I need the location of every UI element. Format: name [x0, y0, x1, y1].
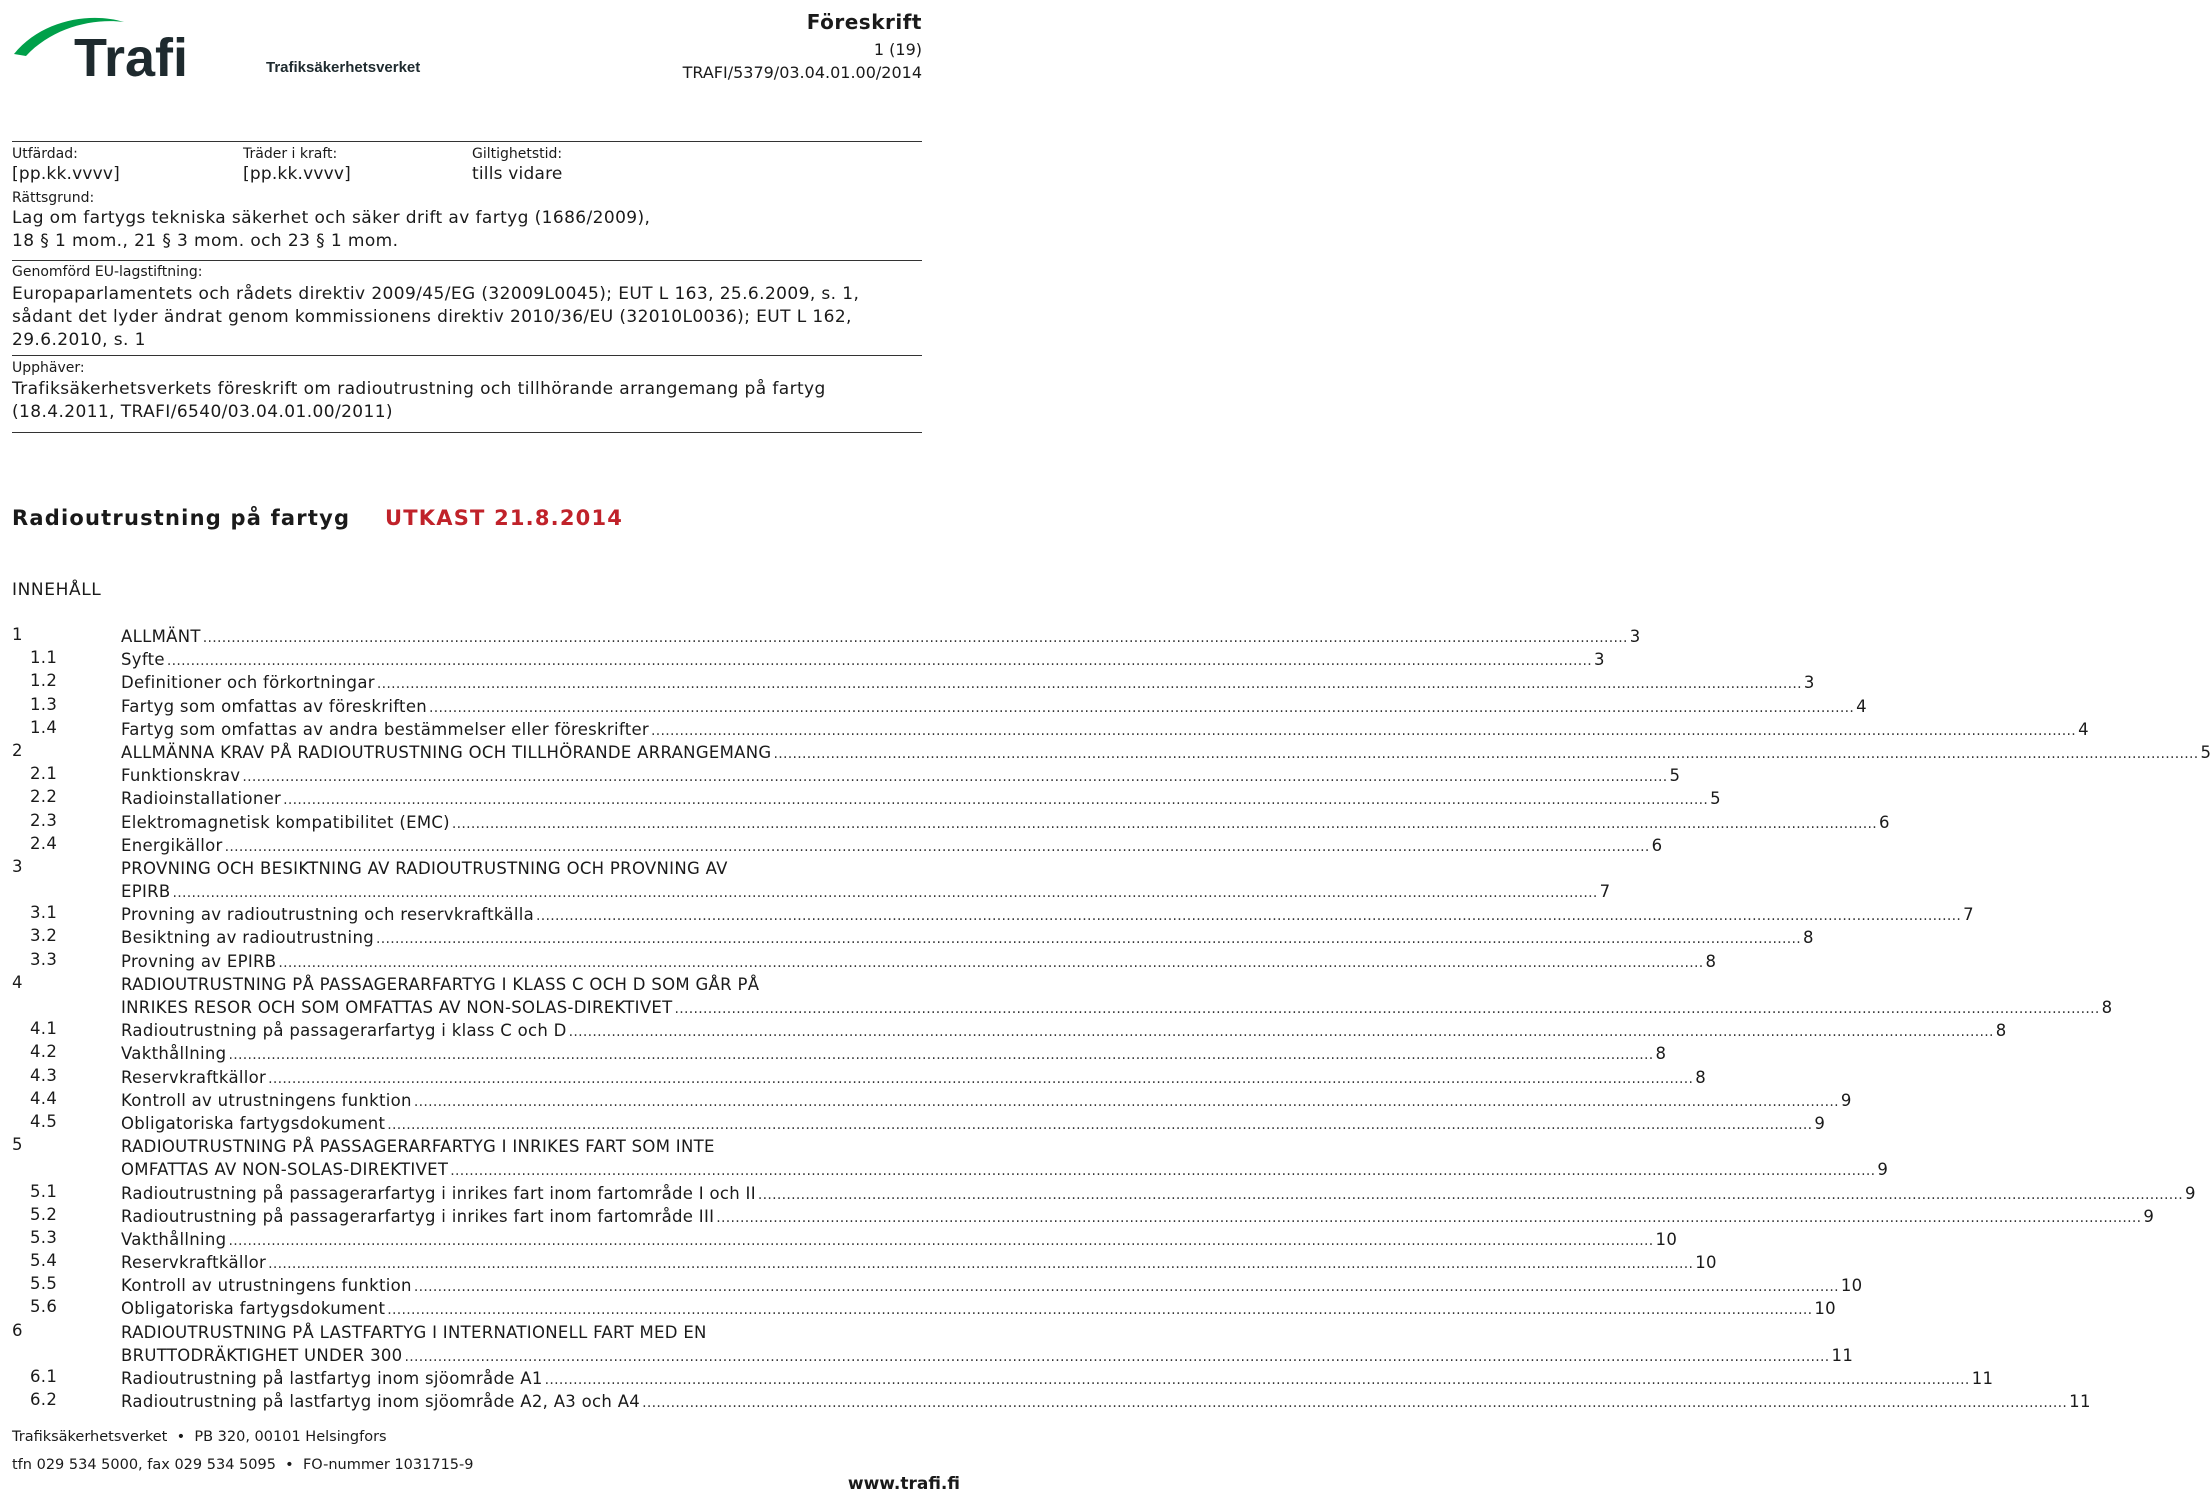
toc-entry-page: 5 [2200, 742, 2211, 762]
toc-entry-number: 5.4 [30, 1251, 58, 1271]
toc-entry-page: 3 [1803, 673, 1815, 693]
logo-subtext: Trafiksäkerhetsverket [266, 59, 421, 76]
toc-entry-text [121, 1066, 1707, 1091]
toc-leader-dots: ............................................................................................................................................................................................................................................................................................................ [202, 630, 1628, 646]
toc-leader-dots: ............................................................................................................................................................................................................................................................................................................ [376, 676, 1802, 693]
toc-leader-dots: ............................................................................................................................................................................................................................................................................................................ [568, 1024, 1994, 1041]
toc-entry-text [121, 973, 2113, 1021]
effective-label: Träder i kraft: [243, 146, 338, 162]
toc-entry-text [121, 1042, 1667, 1067]
toc-entry-text [121, 671, 1815, 696]
repeals-text: Trafiksäkerhetsverkets föreskrift om radioutrustning och tillhörande arrangemang på fartyg (18.4.2011, TRAFI/6540/03.04.01.00/2011) [12, 379, 826, 422]
toc-entry-title-line: PROVNING OCH BESIKTNING AV RADIOUTRUSTNING OCH PROVNING AV [121, 858, 728, 878]
toc-entry[interactable] [0, 1065, 1707, 1089]
draft-stamp: UTKAST 21.8.2014 [385, 506, 624, 530]
toc-entry-number: 5.5 [30, 1274, 58, 1294]
toc-entry-page: 10 [1655, 1229, 1678, 1249]
toc-entry-title: ALLMÄNT [121, 627, 201, 646]
toc-entry-title: Obligatoriska fartygsdokument [121, 1113, 386, 1133]
toc-entry-number: 4.4 [30, 1088, 58, 1108]
toc-entry-page: 9 [1877, 1160, 1889, 1180]
toc-entry-number: 1.2 [30, 671, 58, 691]
toc-leader-dots: ............................................................................................................................................................................................................................................................................................................ [268, 1070, 1694, 1087]
toc-entry-page: 8 [1695, 1067, 1707, 1087]
toc-entry[interactable] [0, 671, 1815, 694]
toc-entry-text [121, 1390, 2091, 1415]
toc-entry-text [121, 787, 1721, 812]
footer-address [12, 1429, 387, 1445]
toc-entry-page: 5 [1710, 789, 1721, 809]
toc-entry-page: 8 [1705, 951, 1717, 971]
toc-entry[interactable] [0, 903, 1974, 926]
document-reference: TRAFI/5379/03.04.01.00/2014 [682, 63, 922, 82]
toc-entry-title: Kontroll av utrustningens funktion [121, 1090, 412, 1110]
toc-entry-number: 1.1 [30, 648, 58, 668]
divider [12, 260, 922, 261]
footer-business-id: FO-nummer 1031715-9 [302, 1457, 474, 1473]
toc-entry[interactable] [0, 648, 1605, 671]
toc-entry-text [121, 1274, 1863, 1299]
toc-entry-number: 3 [12, 856, 23, 876]
toc-entry-page: 8 [1995, 1021, 2007, 1041]
toc-entry-page: 3 [1593, 650, 1605, 670]
toc-entry-text [121, 695, 1867, 720]
toc-entry-text [121, 1297, 1836, 1322]
toc-entry-title: Funktionskrav [121, 766, 241, 786]
toc-entry-number: 5.1 [30, 1181, 58, 1201]
toc-entry-page: 11 [2069, 1392, 2091, 1412]
toc-entry[interactable] [0, 856, 1611, 903]
toc-entry-title: Definitioner och förkortningar [121, 673, 375, 693]
legal-basis-line: Lag om fartygs tekniska säkerhet och säker drift av fartyg (1686/2009), [12, 208, 651, 228]
toc-leader-dots: ............................................................................................................................................................................................................................................................................................................ [375, 931, 1802, 948]
trafi-logo-mark [12, 14, 442, 86]
toc-entry-title: Kontroll av utrustningens funktion [121, 1276, 412, 1296]
toc-leader-dots: ............................................................................................................................................................................................................................................................................................................ [450, 1163, 1876, 1180]
toc-entry[interactable] [0, 972, 2113, 1019]
issued-label: Utfärdad: [12, 146, 78, 162]
validity-label: Giltighetstid: [472, 146, 563, 162]
toc-entry-title: Vakthållning [121, 1044, 227, 1064]
toc-entry-page: 8 [1803, 928, 1814, 948]
toc-entry-text [121, 834, 1663, 859]
toc-entry-title: Radioutrustning på lastfartyg inom sjöområde A2, A3 och A4 [121, 1392, 641, 1412]
toc-leader-dots: ............................................................................................................................................................................................................................................................................................................ [536, 908, 1962, 925]
toc-entry-number: 1.4 [30, 717, 58, 737]
toc-entry-text [121, 1019, 2007, 1044]
toc-entry-title: Radioinstallationer [121, 789, 282, 809]
toc-entry-title: Energikällor [121, 835, 223, 855]
toc-leader-dots: ............................................................................................................................................................................................................................................................................................................ [773, 745, 2199, 762]
toc-entry-number: 3.2 [30, 926, 58, 946]
toc-entry-page: 4 [1856, 696, 1867, 716]
toc-leader-dots: ............................................................................................................................................................................................................................................................................................................ [228, 1232, 1654, 1249]
toc-leader-dots: ............................................................................................................................................................................................................................................................................................................ [283, 792, 1709, 809]
bullet-separator: • [171, 1429, 190, 1445]
toc-entry-title: Radioutrustning på passagerarfartyg i inrikes fart inom fartområde III [121, 1206, 715, 1226]
toc-entry[interactable] [0, 764, 1681, 787]
toc-entry-number: 2 [12, 740, 23, 760]
toc-entry-page: 10 [1840, 1276, 1863, 1296]
repeals-label: Upphäver: [12, 360, 85, 376]
footer-website-link[interactable]: www.trafi.fi [847, 1474, 960, 1494]
toc-entry[interactable] [0, 740, 2211, 764]
toc-leader-dots: ............................................................................................................................................................................................................................................................................................................ [278, 954, 1704, 971]
toc-entry-number: 2.2 [30, 787, 58, 807]
toc-entry-page: 10 [1695, 1253, 1717, 1273]
toc-entry-number: 4.3 [30, 1065, 58, 1085]
toc-entry-number: 2.3 [30, 810, 58, 830]
toc-entry-text [121, 1228, 1678, 1253]
toc-entry-text [121, 1321, 1854, 1369]
toc-entry-number: 6.2 [30, 1390, 58, 1410]
toc-entry-text [121, 1182, 2196, 1207]
logo-wordmark: Trafi [74, 28, 189, 88]
toc-entry[interactable] [0, 1204, 2155, 1228]
toc-entry-number: 3.1 [30, 903, 58, 923]
toc-entry-number: 4 [12, 972, 23, 992]
toc-leader-dots: ............................................................................................................................................................................................................................................................................................................ [757, 1186, 2183, 1203]
toc-entry-number: 5.2 [30, 1204, 58, 1224]
toc-entry-page: 11 [1831, 1345, 1854, 1365]
toc-entry[interactable] [0, 1227, 1678, 1251]
toc-entry-number: 6 [12, 1320, 23, 1340]
toc-entry-page: 8 [1655, 1044, 1667, 1064]
toc-leader-dots: ............................................................................................................................................................................................................................................................................................................ [172, 885, 1598, 902]
toc-entry[interactable] [0, 1088, 1852, 1112]
toc-entry-number: 5.3 [30, 1227, 58, 1247]
toc-entry-title: BRUTTODRÄKTIGHET UNDER 300 [121, 1345, 403, 1365]
toc-leader-dots: ............................................................................................................................................................................................................................................................................................................ [387, 1302, 1813, 1319]
toc-entry[interactable] [0, 1111, 1826, 1135]
toc-entry-page: 11 [1971, 1369, 1994, 1389]
toc-entry-title-line: RADIOUTRUSTNING PÅ PASSAGERARFARTYG I KLASS C OCH D SOM GÅR PÅ [121, 974, 760, 994]
toc-leader-dots: ............................................................................................................................................................................................................................................................................................................ [228, 1047, 1654, 1064]
toc-entry-number: 2.1 [30, 764, 58, 784]
toc-entry-page: 10 [1814, 1299, 1836, 1319]
toc-leader-dots: ............................................................................................................................................................................................................................................................................................................ [413, 1093, 1839, 1110]
toc-entry[interactable] [0, 1274, 1863, 1297]
toc-leader-dots: ............................................................................................................................................................................................................................................................................................................ [387, 1116, 1813, 1133]
toc-entry-text [121, 741, 2211, 766]
toc-entry[interactable] [0, 787, 1721, 810]
toc-entry-title: Radioutrustning på passagerarfartyg i klass C och D [121, 1021, 567, 1041]
eu-legislation-label: Genomförd EU-lagstiftning: [12, 264, 203, 280]
toc-entry-page: 9 [1840, 1090, 1852, 1110]
toc-leader-dots: ............................................................................................................................................................................................................................................................................................................ [429, 699, 1855, 716]
footer-org: Trafiksäkerhetsverket [12, 1429, 168, 1445]
toc-entry-text [121, 811, 1890, 836]
toc-entry-number: 5.6 [30, 1297, 58, 1317]
toc-entry-page: 6 [1878, 812, 1890, 832]
legal-basis-text [12, 207, 922, 253]
toc-entry-title: Besiktning av radioutrustning [121, 928, 374, 948]
toc-entry[interactable] [0, 625, 1641, 648]
toc-entry-text [121, 1367, 1994, 1392]
legal-basis-line: 18 § 1 mom., 21 § 3 mom. och 23 § 1 mom. [12, 231, 399, 251]
toc-entry[interactable] [0, 949, 1717, 973]
document-header-info [683, 10, 922, 82]
toc-entry-text [121, 857, 1611, 905]
toc-entry-number: 5 [12, 1135, 23, 1155]
toc-entry-page: 6 [1651, 835, 1663, 855]
divider [12, 141, 922, 142]
eu-legislation-text: Europaparlamentets och rådets direktiv 2009/45/EG (32009L0045); EUT L 163, 25.6.2009, s. 1, sådant det lyder ändrat genom kommissionens direktiv 2010/36/EU (32010L0036); EUT L 162, 29.6.2010, s. 1 [12, 284, 860, 350]
toc-entry-title: INRIKES RESOR OCH SOM OMFATTAS AV NON-SOLAS-DIREKTIVET [121, 998, 673, 1018]
toc-entry-text [121, 625, 1641, 650]
toc-entry[interactable] [0, 1019, 2007, 1042]
toc-entry-title: Radioutrustning på passagerarfartyg i inrikes fart inom fartområde I och II [121, 1183, 756, 1203]
toc-entry-title: Fartyg som omfattas av andra bestämmelser eller föreskrifter [121, 719, 649, 739]
toc-entry[interactable] [0, 1042, 1667, 1065]
bullet-separator: • [280, 1457, 299, 1473]
issued-value: [pp.kk.vvvv] [12, 164, 120, 184]
toc-leader-dots: ............................................................................................................................................................................................................................................................................................................ [404, 1348, 1830, 1365]
toc-entry[interactable] [0, 1367, 1994, 1390]
toc-entry-title: EPIRB [121, 882, 171, 902]
toc-entry-number: 3.3 [30, 949, 58, 969]
document-title: Radioutrustning på fartyg [12, 506, 351, 530]
toc-entry-page: 7 [1599, 882, 1611, 902]
toc-leader-dots: ............................................................................................................................................................................................................................................................................................................ [651, 722, 2077, 739]
divider [12, 355, 922, 356]
toc-entry-text [121, 1112, 1826, 1137]
toc-leader-dots: ............................................................................................................................................................................................................................................................................................................ [242, 769, 1668, 786]
toc-entry-text [121, 1251, 1717, 1276]
validity-value: tills vidare [472, 164, 563, 184]
toc-heading: INNEHÅLL [12, 580, 102, 600]
divider [12, 432, 922, 433]
toc-entry-text [121, 1089, 1852, 1114]
toc-entry[interactable] [0, 1251, 1717, 1274]
toc-entry-number: 4.2 [30, 1042, 58, 1062]
toc-leader-dots: ............................................................................................................................................................................................................................................................................................................ [268, 1256, 1694, 1273]
toc-entry-title: Reservkraftkällor [121, 1253, 267, 1273]
toc-entry-title: Elektromagnetisk kompatibilitet (EMC) [121, 812, 450, 832]
toc-entry[interactable] [0, 717, 2089, 741]
toc-entry-title-line: RADIOUTRUSTNING PÅ LASTFARTYG I INTERNATIONELL FART MED EN [121, 1322, 707, 1342]
page-count: 1 (19) [873, 40, 922, 59]
toc-entry-page: 9 [2184, 1183, 2196, 1203]
toc-entry-title: Vakthållning [121, 1229, 227, 1249]
toc-entry-page: 7 [1963, 905, 1974, 925]
toc-entry[interactable] [0, 833, 1663, 857]
toc-entry[interactable] [0, 694, 1867, 718]
toc-entry[interactable] [0, 926, 1814, 949]
toc-entry-text [121, 764, 1681, 789]
toc-entry-number: 4.5 [30, 1111, 58, 1131]
toc-entry-number: 1.3 [30, 694, 58, 714]
toc-leader-dots: ............................................................................................................................................................................................................................................................................................................ [674, 1001, 2100, 1018]
footer-postal-address: PB 320, 00101 Helsingfors [194, 1429, 387, 1445]
toc-entry[interactable] [0, 810, 1890, 834]
toc-entry-number: 4.1 [30, 1019, 58, 1039]
toc-entry-page: 5 [1669, 766, 1681, 786]
toc-entry-title: Syfte [121, 650, 165, 670]
toc-entry-page: 9 [2143, 1206, 2155, 1226]
toc-entry-number: 1 [12, 625, 23, 644]
toc-entry-page: 4 [2078, 719, 2089, 739]
toc-entry[interactable] [0, 1297, 1836, 1320]
toc-leader-dots: ............................................................................................................................................................................................................................................................................................................ [413, 1279, 1839, 1296]
toc-entry-title: Provning av EPIRB [121, 951, 277, 971]
toc-leader-dots: ............................................................................................................................................................................................................................................................................................................ [224, 838, 1650, 855]
toc-entry-page: 3 [1629, 627, 1641, 646]
toc-leader-dots: ............................................................................................................................................................................................................................................................................................................ [642, 1395, 2068, 1412]
effective-value: [pp.kk.vvvv] [243, 164, 351, 184]
toc-entry-title: Obligatoriska fartygsdokument [121, 1299, 386, 1319]
toc-entry-title: OMFATTAS AV NON-SOLAS-DIREKTIVET [121, 1160, 449, 1180]
toc-entry-title: Fartyg som omfattas av föreskriften [121, 696, 428, 716]
document-type: Föreskrift [806, 10, 922, 34]
toc-entry[interactable] [0, 1390, 2091, 1413]
toc-entry-number: 6.1 [30, 1367, 58, 1387]
table-of-contents [0, 625, 2211, 1413]
toc-entry-text [121, 648, 1605, 673]
trafi-logo [12, 14, 442, 86]
toc-entry-page: 9 [1814, 1113, 1826, 1133]
toc-entry-page: 8 [2101, 998, 2113, 1018]
toc-entry-text [121, 950, 1717, 975]
toc-entry-title: ALLMÄNNA KRAV PÅ RADIOUTRUSTNING OCH TILLHÖRANDE ARRANGEMANG [121, 742, 772, 762]
toc-entry[interactable] [0, 1181, 2196, 1205]
toc-entry[interactable] [0, 1135, 1889, 1181]
toc-leader-dots: ............................................................................................................................................................................................................................................................................................................ [166, 653, 1592, 670]
footer-contact [12, 1457, 473, 1473]
toc-entry[interactable] [0, 1320, 1854, 1367]
toc-entry-text [121, 1135, 1889, 1183]
toc-leader-dots: ............................................................................................................................................................................................................................................................................................................ [451, 815, 1877, 832]
toc-entry-text [121, 926, 1814, 951]
toc-entry-text [121, 1205, 2155, 1230]
toc-entry-title: Provning av radioutrustning och reservkraftkälla [121, 905, 535, 925]
footer-phone: tfn 029 534 5000, fax 029 534 5095 [12, 1457, 276, 1473]
toc-entry-title: Radioutrustning på lastfartyg inom sjöområde A1 [121, 1369, 543, 1389]
toc-entry-title-line: RADIOUTRUSTNING PÅ PASSAGERARFARTYG I INRIKES FART SOM INTE [121, 1137, 715, 1157]
toc-entry-text [121, 718, 2089, 743]
legal-basis-label: Rättsgrund: [12, 190, 95, 206]
toc-leader-dots: ............................................................................................................................................................................................................................................................................................................ [544, 1372, 1970, 1389]
toc-entry-text [121, 903, 1974, 928]
toc-entry-title: Reservkraftkällor [121, 1067, 267, 1087]
toc-entry-number: 2.4 [30, 833, 58, 853]
toc-leader-dots: ............................................................................................................................................................................................................................................................................................................ [716, 1209, 2142, 1226]
